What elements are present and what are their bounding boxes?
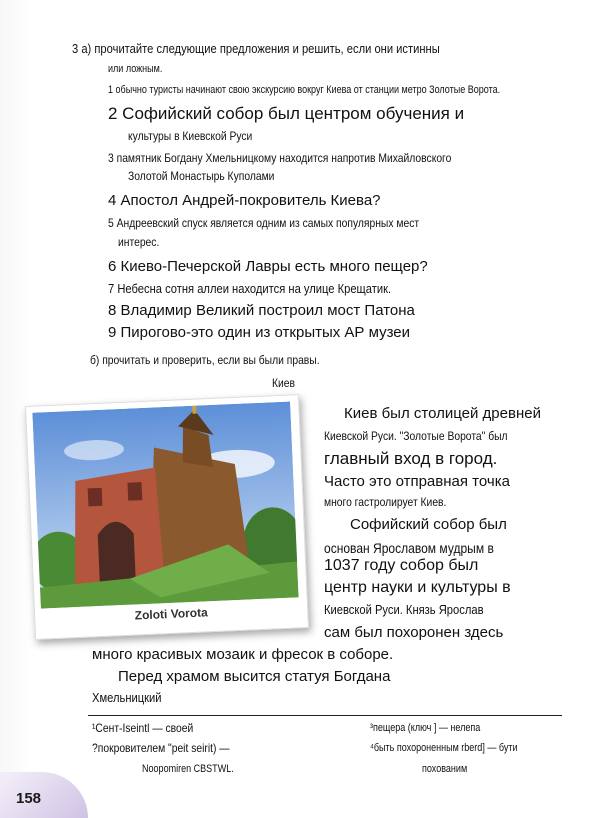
statement-3-cont: Золотой Монастырь Куполами xyxy=(128,169,275,183)
exercise-a-label: 3 а) прочитайте следующие предложения и решить, если они истинны xyxy=(72,41,440,56)
article-line: Перед храмом высится статуя Богдана xyxy=(118,668,391,685)
article-line: основан Ярославом мудрым в xyxy=(324,540,494,556)
article-line: много гастролирует Киев. xyxy=(324,495,447,509)
article-line: Киев был столицей древней xyxy=(344,405,541,422)
photo-caption: Zoloti Vorota xyxy=(134,605,209,623)
statement-5: 5 Андреевский спуск является одним из самых популярных мест xyxy=(108,216,420,230)
statement-2-cont: культуры в Киевской Руси xyxy=(128,129,253,143)
article-line: Хмельницкий xyxy=(92,690,162,705)
glossary-item: ¹Сент-Iseintl — своей xyxy=(92,721,194,735)
article-line: Софийский собор был xyxy=(350,516,507,533)
page-number: 158 xyxy=(16,790,42,807)
article-line: сам был похоронен здесь xyxy=(324,624,504,641)
glossary-item: ³пещера (ключ ] — нелепа xyxy=(370,722,481,734)
article-heading: Киев xyxy=(272,376,296,390)
statement-3: 3 памятник Богдану Хмельницкому находится напротив Михайловского xyxy=(108,151,452,165)
exercise-a-label-cont: или ложным. xyxy=(108,63,163,75)
statement-9: 9 Пирогово-это один из открытых АР музеи xyxy=(108,324,411,341)
glossary-item: ?покровителем "peit seirit) — xyxy=(92,741,230,755)
statement-7: 7 Небесна сотня аллеи находится на улице Крещатик. xyxy=(108,281,392,296)
exercise-b-label: б) прочитать и проверить, если вы были правы. xyxy=(90,353,320,367)
article-line: главный вход в город. xyxy=(324,449,498,468)
statement-6: 6 Киево-Печерской Лавры есть много пещер? xyxy=(108,258,428,275)
statement-2: 2 Софийский собор был центром обучения и xyxy=(108,104,465,123)
footnote-divider xyxy=(88,715,562,716)
article-line: Часто это отправная точка xyxy=(324,473,510,490)
photo-card xyxy=(25,394,309,640)
statement-8: 8 Владимир Великий построил мост Патона xyxy=(108,302,415,319)
page-number-tab xyxy=(0,772,88,818)
golden-gate-photo xyxy=(32,402,298,609)
article-line: 1037 году собор был xyxy=(324,557,479,574)
article-line: центр науки и культуры в xyxy=(324,579,511,596)
statement-1: 1 обычно туристы начинают свою экскурсию вокруг Киева от станции метро Золотые Ворота. xyxy=(108,84,501,96)
glossary-item: похованим xyxy=(422,763,468,775)
article-line: Киевской Руси. "Золотые Ворота" был xyxy=(324,429,508,443)
article-line: много красивых мозаик и фресок в соборе. xyxy=(92,646,394,663)
glossary-item: Noopomiren CBSTWL. xyxy=(142,763,234,775)
statement-4: 4 Апостол Андрей-покровитель Киева? xyxy=(108,192,381,209)
statement-5-cont: интерес. xyxy=(118,235,160,249)
glossary-item: ⁴быть похороненным rberd] — бути xyxy=(370,742,518,754)
article-line: Киевской Руси. Князь Ярослав xyxy=(324,602,484,617)
